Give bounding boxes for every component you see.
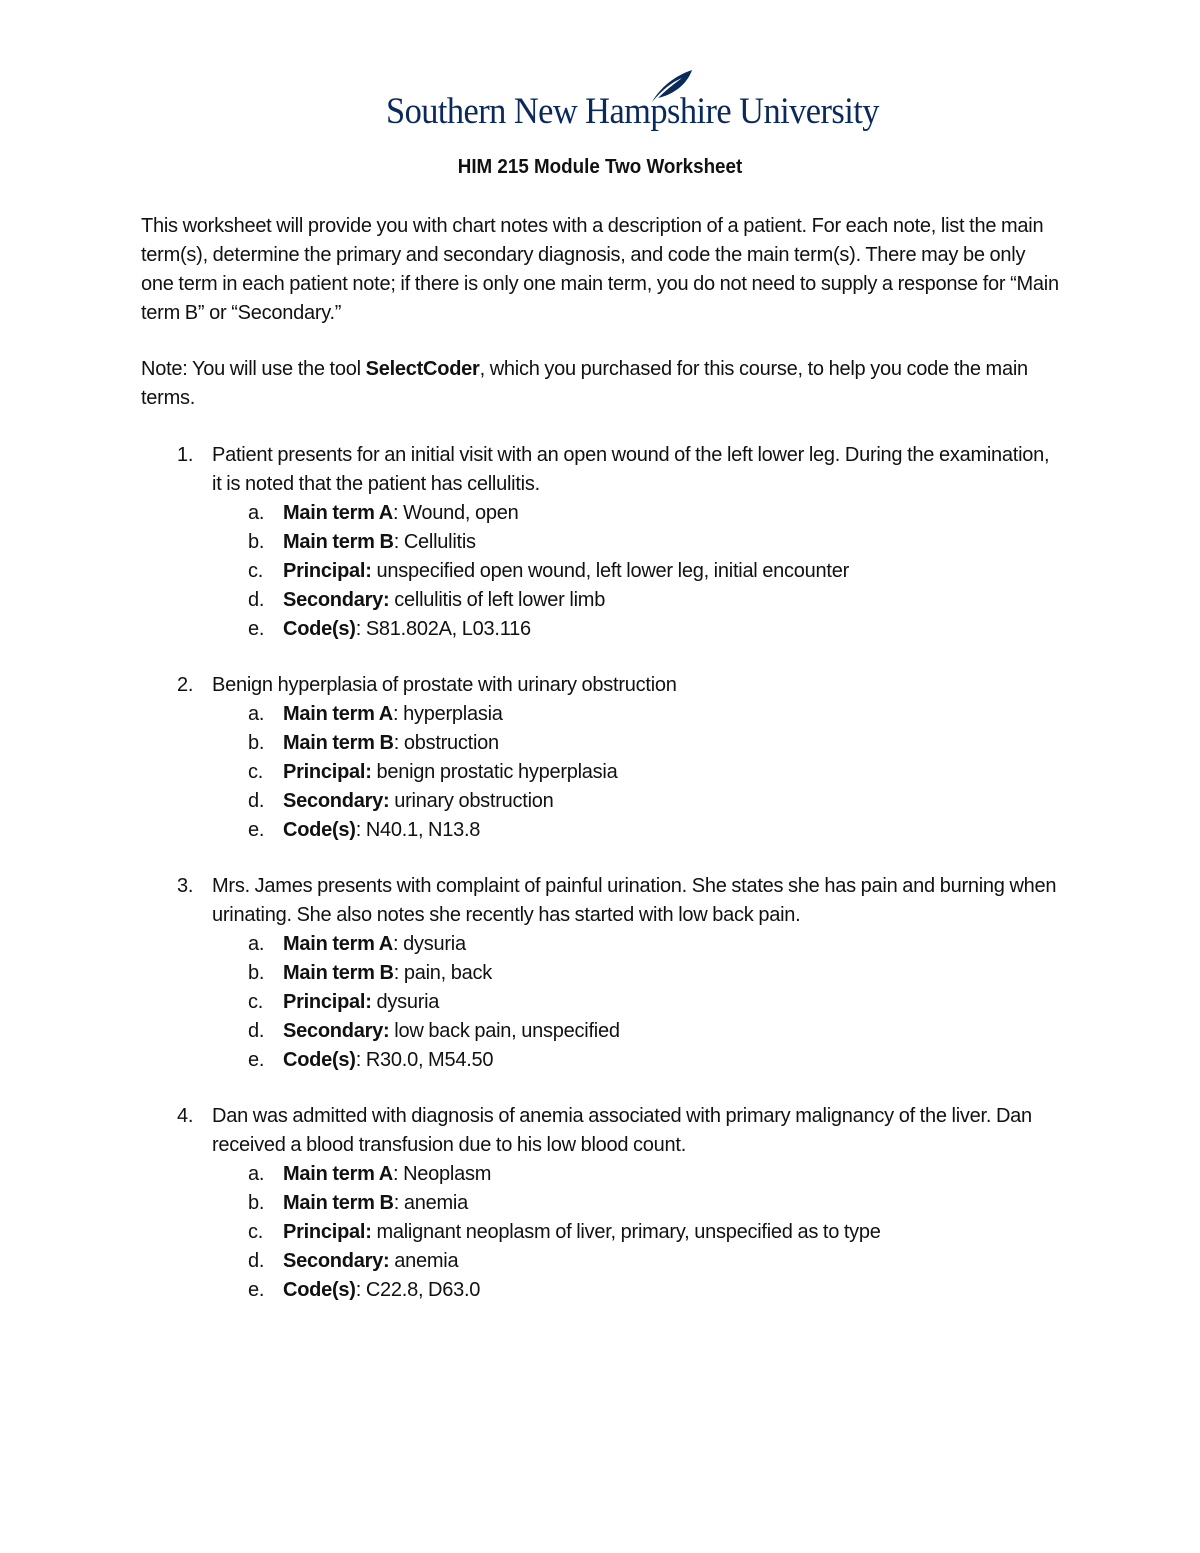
page-title: HIM 215 Module Two Worksheet [457,156,743,178]
answer-label: Main term B [283,732,394,754]
answer-value: Neoplasm [403,1163,492,1185]
question-text: Mrs. James presents with complaint of painful urination. She states she has pain and burning when urinating. She also notes she recently has started with low back pain. [212,875,1057,926]
answer-value: Wound, open [403,502,519,524]
logo-text: Southern New Hampshire University [386,91,879,132]
answer-secondary: d. Secondary: anemia [248,1250,459,1272]
answer-main-term-a: a. Main term A: dysuria [248,933,466,955]
answer-codes: e. Code(s): C22.8, D63.0 [248,1279,481,1301]
answer-label: Code(s) [283,1049,356,1071]
answer-value: benign prostatic hyperplasia [376,761,618,783]
note-tool-name: SelectCoder [365,358,480,380]
answer-codes: e. Code(s): R30.0, M54.50 [248,1049,494,1071]
answer-value: obstruction [403,732,499,754]
answer-list [141,1160,1061,1305]
note-prefix: Note: You will use the tool [141,358,366,380]
answer-codes: e. Code(s): N40.1, N13.8 [248,819,481,841]
answer-label: Main term A [283,1163,393,1185]
answer-value: cellulitis of left lower limb [394,589,606,611]
answer-principal: c. Principal: malignant neoplasm of liver, primary, unspecified as to type [248,1221,881,1243]
answer-label: Principal: [283,761,372,783]
answer-label: Secondary: [283,790,390,812]
answer-main-term-a: a. Main term A: hyperplasia [248,703,503,725]
answer-value: low back pain, unspecified [394,1020,620,1042]
answer-label: Main term B [283,531,394,553]
answer-main-term-b: b. Main term B: pain, back [248,962,493,984]
answer-value: anemia [403,1192,468,1214]
answer-secondary: d. Secondary: urinary obstruction [248,790,554,812]
question-text: Benign hyperplasia of prostate with urinary obstruction [212,674,677,696]
note-paragraph [141,355,1061,413]
answer-label: Main term B [283,962,394,984]
answer-principal: c. Principal: dysuria [248,991,440,1013]
question-text: Patient presents for an initial visit with an open wound of the left lower leg. During the examination, it is noted that the patient has cellulitis. [212,444,1050,495]
question-text: Dan was admitted with diagnosis of anemia associated with primary malignancy of the liver. Dan received a blood transfusion due to his low blood count. [212,1105,1032,1156]
answer-list [141,930,1061,1075]
answer-value: S81.802A, L03.116 [365,618,531,640]
question-3 [141,872,1061,1075]
answer-value: C22.8, D63.0 [365,1279,481,1301]
answer-value: R30.0, M54.50 [365,1049,494,1071]
question-2 [141,671,1061,845]
answer-value: malignant neoplasm of liver, primary, unspecified as to type [376,1221,881,1243]
answer-value: Cellulitis [403,531,476,553]
answer-value: dysuria [376,991,440,1013]
answer-value: hyperplasia [403,703,503,725]
answer-label: Code(s) [283,618,356,640]
university-logo [386,68,879,138]
answer-value: urinary obstruction [394,790,554,812]
answer-principal: c. Principal: benign prostatic hyperplasia [248,761,618,783]
answer-label: Main term A [283,933,393,955]
answer-value: pain, back [403,962,493,984]
question-number: 4. [177,1105,194,1127]
answer-main-term-b: b. Main term B: anemia [248,1192,468,1214]
answer-value: unspecified open wound, left lower leg, initial encounter [376,560,850,582]
answer-main-term-a: a. Main term A: Wound, open [248,502,519,524]
answer-main-term-b: b. Main term B: Cellulitis [248,531,476,553]
answer-label: Code(s) [283,819,356,841]
question-number: 3. [177,875,194,897]
answer-label: Secondary: [283,589,390,611]
answer-list [141,499,1061,644]
intro-paragraph: This worksheet will provide you with chart notes with a description of a patient. For each note, list the main term(s), determine the primary and secondary diagnosis, and code the main term(s). There may be only one term in each patient note; if there is only one main term, you do not need to supply a response for “Main term B” or “Secondary.” [141,215,1059,324]
note-suffix: , which you purchased for this course, to help you code the main terms. [141,358,1028,409]
answer-label: Code(s) [283,1279,356,1301]
answer-list [141,700,1061,845]
answer-label: Main term A [283,703,393,725]
answer-value: anemia [394,1250,459,1272]
answer-label: Principal: [283,1221,372,1243]
answer-label: Main term A [283,502,393,524]
question-number: 2. [177,674,194,696]
answer-codes: e. Code(s): S81.802A, L03.116 [248,618,531,640]
answer-principal: c. Principal: unspecified open wound, left lower leg, initial encounter [248,560,850,582]
question-number: 1. [177,444,194,466]
answer-secondary: d. Secondary: low back pain, unspecified [248,1020,620,1042]
answer-label: Secondary: [283,1250,390,1272]
answer-label: Secondary: [283,1020,390,1042]
answer-main-term-a: a. Main term A: Neoplasm [248,1163,492,1185]
answer-label: Main term B [283,1192,394,1214]
answer-main-term-b: b. Main term B: obstruction [248,732,499,754]
answer-label: Principal: [283,991,372,1013]
answer-value: N40.1, N13.8 [365,819,481,841]
answer-value: dysuria [403,933,466,955]
answer-label: Principal: [283,560,372,582]
question-4 [141,1102,1061,1305]
answer-secondary: d. Secondary: cellulitis of left lower limb [248,589,606,611]
question-1 [141,441,1061,644]
